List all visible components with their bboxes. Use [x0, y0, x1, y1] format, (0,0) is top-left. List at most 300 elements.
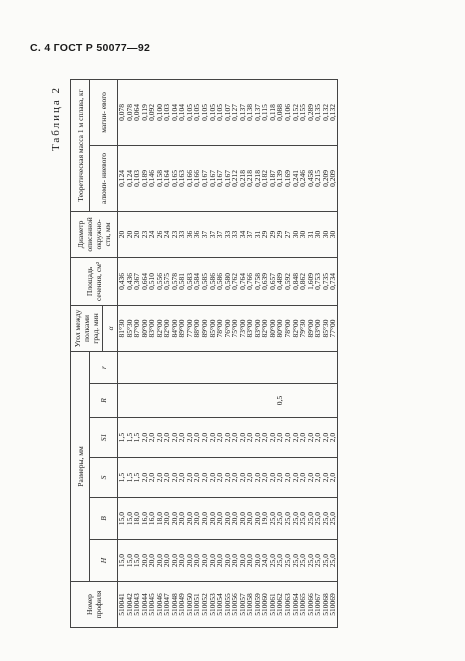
col-aluminum-cell: 0,167 [201, 145, 209, 211]
col-area-cell: 0,489 [276, 257, 284, 305]
col-area-cell: 0,639 [261, 257, 269, 305]
col-angle-cell: 82°00 [292, 305, 300, 351]
col-s-cell: 2,0 [261, 458, 269, 498]
col-s1-header: S1 [90, 418, 118, 458]
col-b-cell: 20,0 [163, 498, 171, 540]
col-diameter-cell: 24 [148, 211, 156, 257]
col-b-cell: 20,0 [193, 498, 201, 540]
table-row [254, 79, 262, 627]
col-s1-cell: 2,0 [141, 418, 149, 458]
col-s-cell: 2,0 [307, 458, 315, 498]
col-diameter-cell: 37 [216, 211, 224, 257]
col-number-cell: 510060 [261, 582, 269, 628]
col-r-small-cell [269, 351, 277, 383]
col-aluminum-cell: 0,139 [276, 145, 284, 211]
col-number-cell: 510046 [156, 582, 164, 628]
col-angle-cell: 80°00 [269, 305, 277, 351]
col-aluminum-cell: 0,167 [224, 145, 232, 211]
col-diameter-cell: 29 [261, 211, 269, 257]
col-r-large-cell [322, 384, 330, 418]
table-body [118, 79, 338, 627]
col-mass-group-header: Теоретическая масса 1 м сплава, кг [71, 79, 90, 211]
col-number-cell: 510051 [193, 582, 201, 628]
col-aluminum-header: алюми- ниевого [90, 145, 118, 211]
col-number-cell: 510055 [224, 582, 232, 628]
col-s1-cell: 2,0 [209, 418, 217, 458]
table-row [186, 79, 194, 627]
col-magnesium-header: магни- евого [90, 79, 118, 145]
col-s1-cell: 2,0 [231, 418, 239, 458]
col-number-cell: 510064 [292, 582, 300, 628]
col-diameter-cell: 23 [171, 211, 179, 257]
col-r-large-cell [193, 384, 201, 418]
col-b-cell: 20,0 [186, 498, 194, 540]
col-b-cell: 25,0 [299, 498, 307, 540]
table-row [126, 79, 134, 627]
col-aluminum-cell: 0,218 [246, 145, 254, 211]
col-s1-cell: 2,0 [178, 418, 186, 458]
col-sizes-group-header: Размеры, мм [71, 351, 90, 581]
col-area-cell: 0,766 [246, 257, 254, 305]
col-r-large-cell [216, 384, 224, 418]
col-magnesium-cell: 0,118 [269, 79, 277, 145]
col-diameter-cell: 20 [118, 211, 126, 257]
col-diameter-header: Диаметр описанной окружно- сти, мм [71, 211, 118, 257]
col-number-cell: 510068 [322, 582, 330, 628]
col-h-cell: 24,0 [261, 540, 269, 582]
col-diameter-cell: 30 [292, 211, 300, 257]
col-number-cell: 510063 [284, 582, 292, 628]
col-magnesium-cell: 0,103 [163, 79, 171, 145]
col-angle-cell: 81°30 [118, 305, 126, 351]
col-angle-cell: 82°00 [163, 305, 171, 351]
col-b-header: B [90, 498, 118, 540]
col-s-cell: 2,0 [314, 458, 322, 498]
col-angle-cell: 80°00 [141, 305, 149, 351]
col-r-large-cell [261, 384, 269, 418]
col-angle-cell: 80°00 [276, 305, 284, 351]
col-s1-cell: 2,0 [171, 418, 179, 458]
col-number-cell: 510061 [269, 582, 277, 628]
col-s-cell: 2,0 [224, 458, 232, 498]
col-angle-cell: 83°00 [148, 305, 156, 351]
col-h-cell: 20,0 [178, 540, 186, 582]
col-r-large-cell [171, 384, 179, 418]
col-r-large-cell [118, 384, 126, 418]
col-r-small-cell [307, 351, 315, 383]
col-aluminum-cell: 0,209 [322, 145, 330, 211]
col-area-cell: 0,758 [254, 257, 262, 305]
col-r-large-cell [141, 384, 149, 418]
col-magnesium-cell: 0,132 [322, 79, 330, 145]
col-h-cell: 25,0 [314, 540, 322, 582]
col-r-small-cell [209, 351, 217, 383]
col-r-large-cell [231, 384, 239, 418]
col-s-cell: 2,0 [329, 458, 337, 498]
col-magnesium-cell: 0,100 [156, 79, 164, 145]
col-b-cell: 20,0 [224, 498, 232, 540]
col-number-cell: 510058 [246, 582, 254, 628]
table-row [246, 79, 254, 627]
col-h-cell: 20,0 [201, 540, 209, 582]
table-row [261, 79, 269, 627]
col-s-cell: 2,0 [254, 458, 262, 498]
col-magnesium-cell: 0,115 [261, 79, 269, 145]
col-aluminum-cell: 0,103 [133, 145, 141, 211]
col-angle-cell: 89°00 [201, 305, 209, 351]
col-area-cell: 0,580 [224, 257, 232, 305]
col-s-cell: 2,0 [269, 458, 277, 498]
col-area-cell: 0,578 [171, 257, 179, 305]
col-r-large-cell [224, 384, 232, 418]
table-row [314, 79, 322, 627]
col-s-cell: 2,0 [186, 458, 194, 498]
col-b-cell: 20,0 [209, 498, 217, 540]
col-area-cell: 0,753 [314, 257, 322, 305]
col-number-cell: 510054 [216, 582, 224, 628]
col-number-cell: 510042 [126, 582, 134, 628]
col-aluminum-cell: 0,166 [193, 145, 201, 211]
col-angle-cell: 83°00 [246, 305, 254, 351]
table-row [299, 79, 307, 627]
col-s1-cell: 2,0 [314, 418, 322, 458]
col-h-cell: 20,0 [163, 540, 171, 582]
col-h-cell: 25,0 [322, 540, 330, 582]
col-h-cell: 20,0 [216, 540, 224, 582]
col-area-cell: 0,585 [201, 257, 209, 305]
col-h-cell: 20,0 [254, 540, 262, 582]
col-r-large-cell [156, 384, 164, 418]
col-diameter-cell: 24 [163, 211, 171, 257]
col-magnesium-cell: 0,135 [314, 79, 322, 145]
table-row [292, 79, 300, 627]
col-s-cell: 2,0 [171, 458, 179, 498]
col-number-cell: 510050 [186, 582, 194, 628]
col-aluminum-cell: 0,458 [307, 145, 315, 211]
col-s1-cell: 1,5 [133, 418, 141, 458]
rotated-table-container [50, 80, 452, 628]
col-r-small-cell [246, 351, 254, 383]
col-magnesium-cell: 0,289 [307, 79, 315, 145]
col-s1-cell: 2,0 [148, 418, 156, 458]
col-area-cell: 0,592 [284, 257, 292, 305]
col-area-cell: 0,583 [186, 257, 194, 305]
col-magnesium-cell: 0,132 [329, 79, 337, 145]
col-r-small-cell [276, 351, 284, 383]
col-aluminum-cell: 0,246 [299, 145, 307, 211]
col-magnesium-cell: 0,105 [193, 79, 201, 145]
col-diameter-cell: 30 [314, 211, 322, 257]
col-s1-cell: 2,0 [216, 418, 224, 458]
col-aluminum-cell: 0,241 [292, 145, 300, 211]
col-r-large-cell [307, 384, 315, 418]
col-s-cell: 2,0 [148, 458, 156, 498]
table-row [141, 79, 149, 627]
col-r-small-cell [284, 351, 292, 383]
col-r-small-cell [126, 351, 134, 383]
col-diameter-cell: 33 [224, 211, 232, 257]
col-number-header: Номер профиля [71, 582, 118, 628]
col-r-small-cell [178, 351, 186, 383]
col-h-cell: 25,0 [292, 540, 300, 582]
col-aluminum-cell: 0,158 [156, 145, 164, 211]
col-r-small-header: r [90, 351, 118, 383]
col-magnesium-cell: 0,106 [284, 79, 292, 145]
col-h-cell: 20,0 [156, 540, 164, 582]
col-number-cell: 510069 [329, 582, 337, 628]
col-magnesium-cell: 0,092 [148, 79, 156, 145]
col-s1-cell: 2,0 [156, 418, 164, 458]
col-angle-cell: 82°00 [156, 305, 164, 351]
col-b-cell: 20,0 [216, 498, 224, 540]
col-s1-cell: 2,0 [261, 418, 269, 458]
col-diameter-cell: 34 [239, 211, 247, 257]
col-r-large-cell [126, 384, 134, 418]
col-diameter-cell: 29 [269, 211, 277, 257]
col-r-large-cell: 0,5 [276, 384, 284, 418]
col-angle-cell: 87°00 [133, 305, 141, 351]
col-r-large-cell [133, 384, 141, 418]
col-r-small-cell [171, 351, 179, 383]
col-b-cell: 19,0 [261, 498, 269, 540]
col-s1-cell: 1,5 [126, 418, 134, 458]
col-aluminum-cell: 0,209 [329, 145, 337, 211]
col-s-cell: 2,0 [231, 458, 239, 498]
col-angle-cell: 89°00 [307, 305, 315, 351]
col-r-small-cell [133, 351, 141, 383]
col-r-large-cell [209, 384, 217, 418]
table-title: Таблица 2 [50, 86, 62, 152]
table-row [201, 79, 209, 627]
col-h-cell: 20,0 [171, 540, 179, 582]
col-magnesium-cell: 0,137 [239, 79, 247, 145]
col-h-cell: 20,0 [148, 540, 156, 582]
col-diameter-cell: 20 [126, 211, 134, 257]
col-area-cell: 0,657 [269, 257, 277, 305]
col-number-cell: 510053 [209, 582, 217, 628]
col-number-cell: 510056 [231, 582, 239, 628]
col-h-cell: 25,0 [329, 540, 337, 582]
col-aluminum-cell: 0,218 [254, 145, 262, 211]
col-number-cell: 510066 [307, 582, 315, 628]
col-s-cell: 2,0 [163, 458, 171, 498]
col-s-cell: 2,0 [246, 458, 254, 498]
col-s1-cell: 2,0 [239, 418, 247, 458]
col-b-cell: 20,0 [239, 498, 247, 540]
col-area-cell: 0,734 [329, 257, 337, 305]
col-b-cell: 20,0 [254, 498, 262, 540]
col-area-cell: 0,581 [178, 257, 186, 305]
col-h-cell: 20,0 [246, 540, 254, 582]
col-s1-cell: 2,0 [186, 418, 194, 458]
col-angle-cell: 89°00 [178, 305, 186, 351]
col-r-small-cell [156, 351, 164, 383]
col-r-small-cell [118, 351, 126, 383]
col-number-cell: 510062 [276, 582, 284, 628]
col-diameter-cell: 29 [276, 211, 284, 257]
col-angle-cell: 77°00 [186, 305, 194, 351]
col-b-cell: 20,0 [171, 498, 179, 540]
col-angle-cell: 77°00 [329, 305, 337, 351]
col-r-large-cell [254, 384, 262, 418]
col-magnesium-cell: 0,105 [186, 79, 194, 145]
col-angle-cell: 85°30 [322, 305, 330, 351]
col-diameter-cell: 30 [329, 211, 337, 257]
col-area-cell: 0,764 [239, 257, 247, 305]
col-area-header: Площадь сечения, см² [71, 257, 118, 305]
col-r-small-cell [329, 351, 337, 383]
col-magnesium-cell: 0,105 [216, 79, 224, 145]
col-aluminum-cell: 0,166 [186, 145, 194, 211]
col-s1-cell: 2,0 [246, 418, 254, 458]
col-number-cell: 510043 [133, 582, 141, 628]
col-s-cell: 2,0 [322, 458, 330, 498]
col-s1-cell: 2,0 [276, 418, 284, 458]
col-b-cell: 15,0 [118, 498, 126, 540]
col-aluminum-cell: 0,167 [216, 145, 224, 211]
col-s1-cell: 2,0 [201, 418, 209, 458]
col-diameter-cell: 31 [254, 211, 262, 257]
col-r-small-cell [239, 351, 247, 383]
col-area-cell: 0,862 [299, 257, 307, 305]
col-magnesium-cell: 0,127 [231, 79, 239, 145]
col-h-cell: 15,0 [126, 540, 134, 582]
col-area-cell: 0,586 [216, 257, 224, 305]
col-angle-cell: 76°00 [224, 305, 232, 351]
table-row [193, 79, 201, 627]
col-b-cell: 25,0 [284, 498, 292, 540]
col-s1-cell: 2,0 [299, 418, 307, 458]
col-h-cell: 25,0 [284, 540, 292, 582]
col-r-large-cell [148, 384, 156, 418]
col-r-small-cell [254, 351, 262, 383]
table-row [118, 79, 126, 627]
col-s-cell: 2,0 [284, 458, 292, 498]
col-r-small-cell [292, 351, 300, 383]
col-magnesium-cell: 0,152 [292, 79, 300, 145]
col-angle-cell: 78°00 [216, 305, 224, 351]
col-magnesium-cell: 0,088 [276, 79, 284, 145]
col-s-cell: 2,0 [276, 458, 284, 498]
col-magnesium-cell: 0,107 [224, 79, 232, 145]
col-magnesium-cell: 0,078 [118, 79, 126, 145]
col-s1-cell: 2,0 [269, 418, 277, 458]
col-angle-cell: 84°00 [171, 305, 179, 351]
col-diameter-cell: 20 [133, 211, 141, 257]
table-row [209, 79, 217, 627]
table-row [163, 79, 171, 627]
col-area-cell: 0,436 [126, 257, 134, 305]
col-area-cell: 0,367 [133, 257, 141, 305]
col-r-small-cell [322, 351, 330, 383]
col-r-small-cell [201, 351, 209, 383]
col-h-cell: 20,0 [239, 540, 247, 582]
col-diameter-cell: 37 [209, 211, 217, 257]
col-diameter-cell: 23 [141, 211, 149, 257]
col-angle-cell: 75°00 [231, 305, 239, 351]
col-b-cell: 25,0 [307, 498, 315, 540]
col-aluminum-cell: 0,146 [148, 145, 156, 211]
table-row [276, 79, 284, 627]
col-magnesium-cell: 0,104 [171, 79, 179, 145]
table-row [224, 79, 232, 627]
col-magnesium-cell: 0,119 [141, 79, 149, 145]
col-area-cell: 1,609 [307, 257, 315, 305]
col-aluminum-cell: 0,163 [178, 145, 186, 211]
col-b-cell: 20,0 [231, 498, 239, 540]
col-diameter-cell: 33 [231, 211, 239, 257]
table-row [156, 79, 164, 627]
col-angle-cell: 79°30 [299, 305, 307, 351]
col-r-small-cell [193, 351, 201, 383]
page-header: С. 4 ГОСТ Р 50077—92 [30, 42, 151, 54]
col-diameter-cell: 36 [193, 211, 201, 257]
col-area-cell: 0,556 [156, 257, 164, 305]
col-s-cell: 2,0 [292, 458, 300, 498]
col-number-cell: 510047 [163, 582, 171, 628]
table-row [284, 79, 292, 627]
col-b-cell: 20,0 [246, 498, 254, 540]
col-r-large-cell [246, 384, 254, 418]
col-s1-cell: 1,5 [118, 418, 126, 458]
col-s-cell: 2,0 [239, 458, 247, 498]
col-diameter-cell: 37 [246, 211, 254, 257]
col-r-small-cell [261, 351, 269, 383]
col-r-large-cell [329, 384, 337, 418]
col-s-cell: 2,0 [299, 458, 307, 498]
col-s-cell: 2,0 [178, 458, 186, 498]
col-h-cell: 20,0 [141, 540, 149, 582]
col-b-cell: 15,0 [126, 498, 134, 540]
table-row [322, 79, 330, 627]
col-r-small-cell [231, 351, 239, 383]
col-h-cell: 15,0 [118, 540, 126, 582]
col-diameter-cell: 36 [186, 211, 194, 257]
col-h-cell: 20,0 [186, 540, 194, 582]
col-magnesium-cell: 0,138 [246, 79, 254, 145]
col-s1-cell: 2,0 [284, 418, 292, 458]
col-number-cell: 510048 [171, 582, 179, 628]
col-area-cell: 0,584 [193, 257, 201, 305]
col-s1-cell: 2,0 [224, 418, 232, 458]
col-aluminum-cell: 0,124 [126, 145, 134, 211]
col-h-cell: 20,0 [231, 540, 239, 582]
col-number-cell: 510057 [239, 582, 247, 628]
col-s1-cell: 2,0 [322, 418, 330, 458]
col-diameter-cell: 27 [284, 211, 292, 257]
col-angle-cell: 73°00 [239, 305, 247, 351]
col-diameter-cell: 33 [178, 211, 186, 257]
col-number-cell: 510059 [254, 582, 262, 628]
col-s-cell: 1,5 [126, 458, 134, 498]
col-h-cell: 25,0 [276, 540, 284, 582]
col-aluminum-cell: 0,189 [141, 145, 149, 211]
col-diameter-cell: 31 [307, 211, 315, 257]
col-aluminum-cell: 0,182 [261, 145, 269, 211]
col-b-cell: 25,0 [276, 498, 284, 540]
col-b-cell: 25,0 [329, 498, 337, 540]
col-diameter-cell: 30 [322, 211, 330, 257]
col-h-cell: 20,0 [193, 540, 201, 582]
col-h-cell: 15,0 [133, 540, 141, 582]
col-magnesium-cell: 0,105 [201, 79, 209, 145]
col-s-cell: 2,0 [209, 458, 217, 498]
col-diameter-cell: 26 [156, 211, 164, 257]
col-area-cell: 0,848 [292, 257, 300, 305]
col-h-cell: 20,0 [209, 540, 217, 582]
col-area-cell: 0,575 [163, 257, 171, 305]
col-h-cell: 25,0 [299, 540, 307, 582]
